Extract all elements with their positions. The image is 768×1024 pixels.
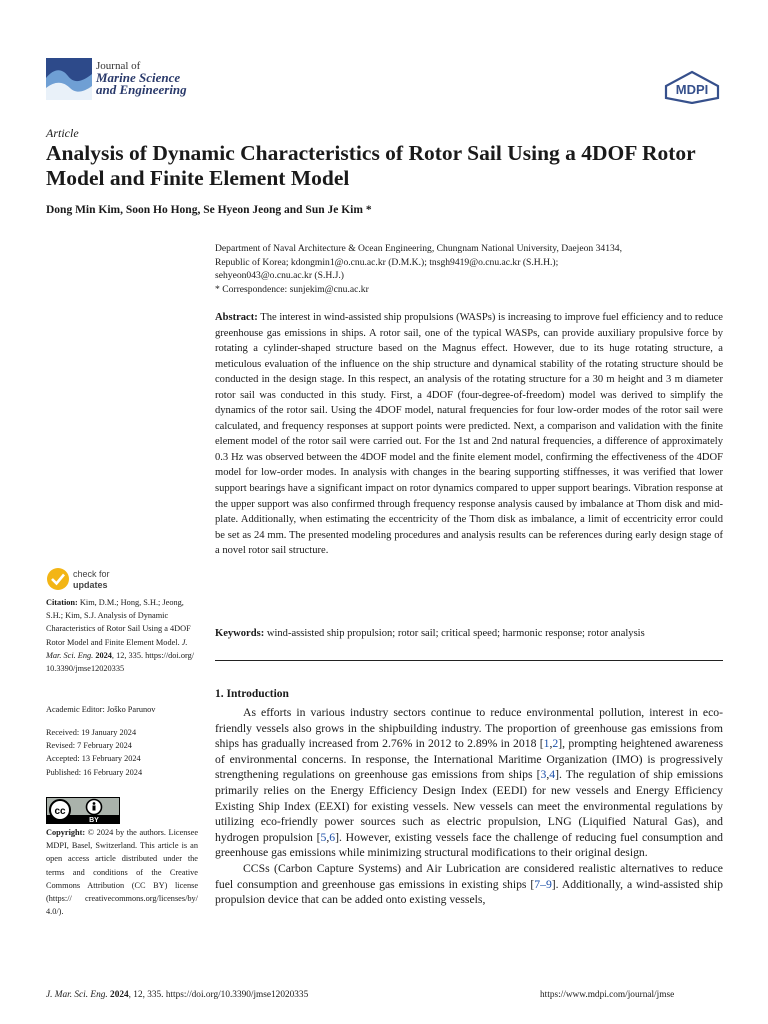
journal-name — [96, 60, 187, 96]
journal-name-line3: and Engineering — [96, 82, 187, 97]
citation-link[interactable]: 4 — [549, 768, 556, 782]
citation-link[interactable]: 6 — [329, 830, 336, 844]
keywords — [215, 628, 725, 639]
footer-journal-url[interactable]: https://www.mdpi.com/journal/jmse — [540, 990, 675, 1000]
cc-by-label: BY — [89, 817, 99, 824]
footer-citation: J. Mar. Sci. Eng. 2024, 12, 335. https://doi.org/10.3390/jmse12020335 — [46, 990, 309, 1000]
check-for-updates-badge[interactable] — [46, 566, 136, 592]
article-title: Analysis of Dynamic Characteristics of Rotor Sail Using a 4DOF Rotor Model and Finite Element Model — [46, 141, 696, 190]
article-type: Article — [46, 126, 79, 140]
citation-block: Citation: Kim, D.M.; Hong, S.H.; Jeong, S.H.; Kim, S.J. Analysis of Dynamic Characteristics of Rotor Sail Using a 4DOF Rotor Model and Finite Element Model. J. Mar. Sci. Eng. 2024, 12, 335. https://doi.org/ 10.3390/jmse12020335 — [46, 598, 195, 674]
citation-link[interactable]: 1 — [543, 737, 550, 751]
date-published: Published: 16 February 2024 — [46, 767, 143, 777]
citation-link[interactable]: 2 — [552, 737, 559, 751]
author-list: Dong Min Kim, Soon Ho Hong, Se Hyeon Jeong and Sun Je Kim * — [46, 204, 372, 216]
introduction-body — [215, 705, 723, 908]
keywords-label: Keywords: — [215, 628, 265, 639]
citation-link[interactable]: 3 — [540, 768, 547, 782]
citation-link[interactable]: 5 — [320, 830, 327, 844]
citation-label: Citation: — [46, 598, 78, 607]
keywords-text: wind-assisted ship propulsion; rotor sail; critical speed; harmonic response; rotor analysis — [266, 628, 645, 639]
abstract — [215, 310, 723, 559]
journal-name-line2: Marine Science — [96, 70, 181, 85]
affiliation-line: Department of Naval Architecture & Ocean Engineering, Chungnam National University, Daejeon 34134, — [215, 243, 622, 254]
affiliations — [215, 242, 725, 296]
correspondence-line: * Correspondence: sunjekim@cnu.ac.kr — [215, 283, 369, 295]
check-updates-line2: updates — [73, 580, 108, 590]
date-revised: Revised: 7 February 2024 — [46, 741, 132, 751]
journal-wave-logo — [46, 58, 92, 100]
svg-text:cc: cc — [54, 806, 66, 817]
affiliation-line: Republic of Korea; kdongmin1@o.cnu.ac.kr (D.M.K.); tnsgh9419@o.cnu.ac.kr (S.H.H.); — [215, 256, 559, 268]
citation-link[interactable]: 7–9 — [534, 877, 552, 891]
citation-journal: J. Mar. Sci. Eng. — [46, 637, 188, 660]
date-accepted: Accepted: 13 February 2024 — [46, 754, 141, 764]
date-received: Received: 19 January 2024 — [46, 728, 137, 737]
paragraph: CCSs (Carbon Capture Systems) and Air Lubrication are considered realistic alternatives to reduce fuel consumption and greenhouse gas emissions in existing ships [7–9]. Additionally, a wind-assisted ship propulsion device that can be added onto existing vessels, — [215, 861, 723, 907]
check-updates-line1: check for — [73, 569, 110, 579]
paragraph: As efforts in various industry sectors continue to reduce environmental pollution, interest in eco-friendly vessels also grows in the shipbuilding industry. The proportion of greenhouse gas emissions from ships has gradually increased from 2.76% in 2012 to 2.89% in 2018 [1,2], prompting heightened awareness of environmental concerns. In response, the International Maritime Organization (IMO) is progressively strengthening regulations on greenhouse gas emissions from ships [3,4]. The regulation of ship emissions primarily relies on the Energy Efficiency Design Index (EEDI) for new vessels and Energy Efficiency Existing Ship Index (EEXI) for existing vessels. New vessels can meet the environmental regulations by utilizing eco-friendly power sources such as electric propulsion, LNG (Liquified Natural Gas), and hydrogen propulsion [5,6]. However, existing vessels face the challenge of reducing fuel consumption and greenhouse gas emissions while minimizing structural modifications to their original design. — [215, 706, 724, 860]
journal-name-line1: Journal of — [96, 60, 141, 72]
affiliation-line: sehyeon043@o.cnu.ac.kr (S.H.J.) — [215, 270, 344, 281]
mdpi-logo — [662, 70, 722, 104]
copyright-notice: Copyright: © 2024 by the authors. Licensee MDPI, Basel, Switzerland. This article is an open access article distributed under the terms and conditions of the Creative Commons Attribution (CC BY) license (https:// creativecommons.org/licenses/by/ 4.0/). — [46, 828, 199, 917]
section-heading-introduction: 1. Introduction — [215, 688, 289, 700]
mdpi-logo-text: MDPI — [675, 82, 709, 97]
section-divider — [215, 660, 723, 661]
academic-editor: Academic Editor: Joško Parunov — [46, 705, 156, 714]
abstract-label: Abstract: — [215, 312, 258, 323]
citation-year: 2024 — [95, 650, 112, 660]
cc-by-license-icon[interactable] — [46, 797, 120, 824]
copyright-label: Copyright: — [46, 828, 86, 837]
abstract-text: The interest in wind-assisted ship propulsions (WASPs) is increasing to improve fuel efficiency and to reduce greenhouse gas emissions in ships. A rotor sail, one of the typical WASPs, can provide auxiliary propulsive force by rotating a cylinder-shaped structure based on the Magnus effect. However, due to its huge rotating structure, a meticulous evaluation of the influence on the ship structure and dynamical stability of the rotating structure should be conducted in the design stage. In this respect, an analysis of the rotating structure for a 30 m height and 3 m diameter rotor sail was conducted in this study. First, a 4DOF (four-degree-of-freedom) model was derived to simplify the dynamics of the rotor sail. Using the 4DOF model, natural frequencies for four low-order modes of the rotor sail were calculated, and frequency responses at support points were predicted. Next, a comparison and validation with the finite element model of the rotor sail were carried out. For the 1st and 2nd natural frequencies, a difference of approximately 0.3 Hz was observed between the 4DOF model and the finite element model, confirming the effectiveness of the 4DOF model for low-order modes. In analysis with changes in the bearing supporting stiffnesses, it was verified that lower support bearings have a significant impact on rotor dynamics compared to upper support bearings. Vibration response at the upper support was also confirmed through frequency response analysis caused by imbalance at Thom disk and mid-plate. Additionally, when estimating the eccentricity of the Thom disk as imbalance, a limit of eccentricity error could be set as 24 mm. The presented modeling procedures and analysis results can be references during early design stage of a novel rotor sail structure. — [215, 312, 723, 557]
publication-dates — [46, 726, 198, 779]
